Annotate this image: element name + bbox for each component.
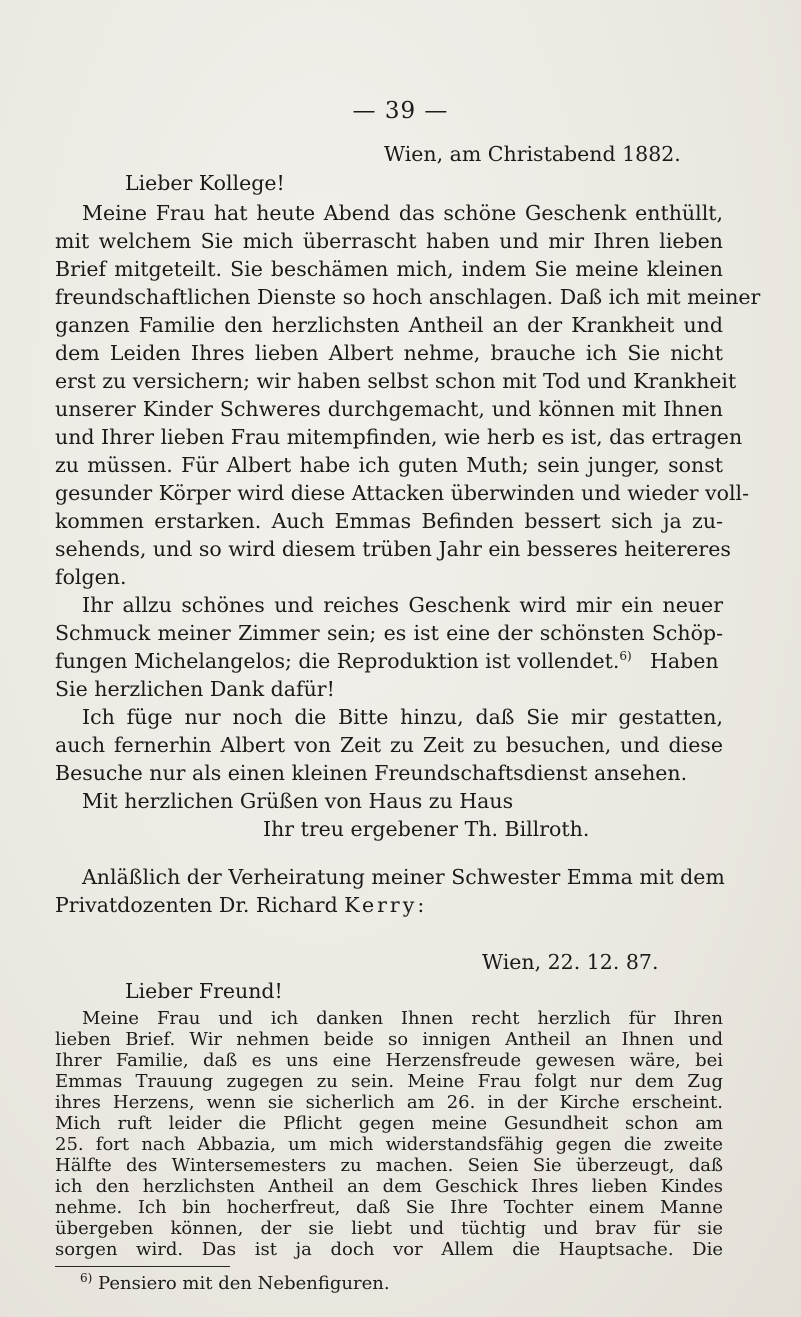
intro-colon: :: [417, 893, 425, 917]
letter1-dateline: Wien, am Christabend 1882.: [384, 142, 681, 166]
letter1-line: ganzen Familie den herzlichsten Antheil an der Krankheit und: [55, 313, 723, 337]
letter2-line: Emmas Trauung zugegen zu sein. Meine Frau folgt nur dem Zug: [55, 1071, 723, 1092]
footnote-marker: 6): [80, 1271, 93, 1285]
letter2-line: lieben Brief. Wir nehmen beide so innigen Antheil an Ihnen und: [55, 1029, 723, 1050]
letter1-line: freundschaftlichen Dienste so hoch anschlagen. Daß ich mit meiner: [55, 285, 761, 309]
letter2-line: Meine Frau und ich danken Ihnen recht herzlich für Ihren: [82, 1008, 723, 1029]
letter2-line: sorgen wird. Das ist ja doch vor Allem die Hauptsache. Die: [55, 1239, 723, 1260]
intro-text: Privatdozenten Dr. Richard: [55, 893, 345, 917]
letter2-line: Ihrer Familie, daß es uns eine Herzensfreude gewesen wäre, bei: [55, 1050, 723, 1071]
letter1-line: Brief mitgeteilt. Sie beschämen mich, indem Sie meine kleinen: [55, 257, 723, 281]
footnote: [80, 1272, 390, 1296]
intro-line: [55, 892, 424, 918]
letter1-line: kommen erstarken. Auch Emmas Befinden bessert sich ja zu-: [55, 509, 723, 533]
letter1-line: erst zu versichern; wir haben selbst schon mit Tod und Krankheit: [55, 369, 737, 393]
footnote-rule: [55, 1266, 230, 1267]
letter1-line: Haben: [650, 649, 719, 673]
letter2-line: 25. fort nach Abbazia, um mich widerstandsfähig gegen die zweite: [55, 1134, 723, 1155]
letter1-line: Besuche nur als einen kleinen Freundschaftsdienst ansehen.: [55, 761, 688, 785]
letter1-line: Sie herzlichen Dank dafür!: [55, 677, 335, 701]
intro-name: Kerry: [344, 893, 418, 917]
letter2-salutation: Lieber Freund!: [125, 979, 283, 1003]
letter1-line: zu müssen. Für Albert habe ich guten Muth; sein junger, sonst: [55, 453, 723, 477]
letter1-line: [55, 648, 632, 674]
letter1-closing: Mit herzlichen Grüßen von Haus zu Haus: [82, 789, 514, 813]
letter2-line: nehme. Ich bin hocherfreut, daß Sie Ihre Tochter einem Manne: [55, 1197, 723, 1218]
letter1-line: auch fernerhin Albert von Zeit zu Zeit zu besuchen, und diese: [55, 733, 723, 757]
page-number: — 39 —: [352, 98, 449, 124]
letter1-salutation: Lieber Kollege!: [125, 171, 285, 195]
letter1-line-text: fungen Michelangelos; die Reproduktion ist vollendet.: [55, 649, 620, 673]
letter1-line: Ihr allzu schönes und reiches Geschenk wird mir ein neuer: [82, 593, 723, 617]
letter2-line: übergeben können, der sie liebt und tüchtig und brav für sie: [55, 1218, 723, 1239]
intro-line: Anläßlich der Verheiratung meiner Schwester Emma mit dem: [82, 865, 725, 889]
letter1-line: Meine Frau hat heute Abend das schöne Geschenk enthüllt,: [82, 201, 723, 225]
letter1-line: folgen.: [55, 565, 127, 589]
letter1-line: unserer Kinder Schweres durchgemacht, und können mit Ihnen: [55, 397, 723, 421]
letter1-line: und Ihrer lieben Frau mitempfinden, wie herb es ist, das ertragen: [55, 425, 743, 449]
letter1-line: sehends, und so wird diesem trüben Jahr ein besseres heitereres: [55, 537, 731, 561]
letter1-signature: Ihr treu ergebener Th. Billroth.: [263, 817, 590, 841]
letter2-dateline: Wien, 22. 12. 87.: [482, 950, 659, 974]
letter1-line: Schmuck meiner Zimmer sein; es ist eine der schönsten Schöp-: [55, 621, 723, 645]
letter2-line: ich den herzlichsten Antheil an dem Geschick Ihres lieben Kindes: [55, 1176, 723, 1197]
letter2-line: Hälfte des Wintersemesters zu machen. Seien Sie überzeugt, daß: [55, 1155, 723, 1176]
letter1-line: Ich füge nur noch die Bitte hinzu, daß Sie mir gestatten,: [82, 705, 723, 729]
letter1-line: dem Leiden Ihres lieben Albert nehme, brauche ich Sie nicht: [55, 341, 723, 365]
letter2-line: ihres Herzens, wenn sie sicherlich am 26. in der Kirche erscheint.: [55, 1092, 723, 1113]
letter2-line: Mich ruft leider die Pflicht gegen meine Gesundheit schon am: [55, 1113, 723, 1134]
letter1-line: mit welchem Sie mich überrascht haben und mir Ihren lieben: [55, 229, 723, 253]
footnote-reference: 6): [619, 649, 632, 664]
letter1-line: gesunder Körper wird diese Attacken überwinden und wieder voll-: [55, 481, 749, 505]
footnote-text: Pensiero mit den Nebenfiguren.: [92, 1273, 390, 1294]
